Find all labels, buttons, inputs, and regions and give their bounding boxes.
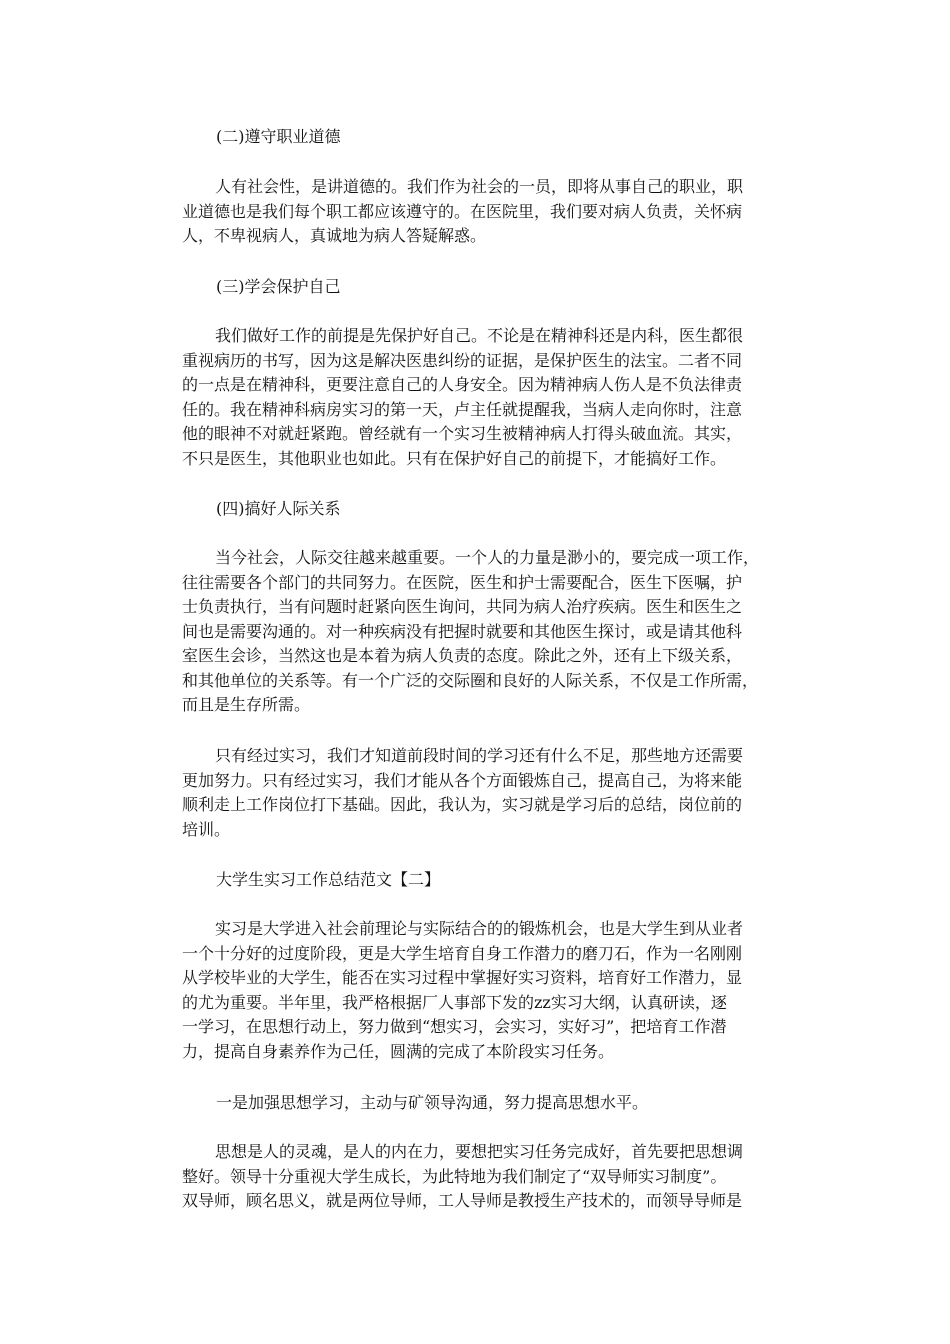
section-heading-ethics: (二)遵守职业道德 (216, 127, 341, 146)
section-heading-ideological-study: 一是加强思想学习，主动与矿领导沟通，努力提高思想水平。 (216, 1093, 649, 1112)
text-line: 人，不卑视病人，真诚地为病人答疑解惑。 (182, 226, 487, 245)
paragraph-internship-intro (182, 917, 776, 1064)
text-line: 双导师，顾名思义，就是两位导师，工人导师是教授生产技术的，而领导导师是 (182, 1191, 743, 1210)
paragraph-self-protection (182, 324, 776, 471)
paragraph-internship-value (182, 744, 776, 842)
text-line: 任的。我在精神科病房实习的第一天，卢主任就提醒我，当病人走向你时，注意 (182, 399, 743, 419)
paragraph-ideological-study (182, 1140, 776, 1214)
text-line: 思想是人的灵魂，是人的内在力，要想把实习任务完成好，首先要把思想调 (215, 1142, 744, 1161)
text-line: 的尤为重要。半年里，我严格根据厂人事部下发的zz实习大纲，认真研读，逐 (182, 992, 727, 1012)
text-line: 室医生会诊，当然这也是本着为病人负责的态度。除此之外，还有上下级关系， (182, 646, 743, 665)
text-line: 的一点是在精神科，更要注意自己的人身安全。因为精神病人伤人是不负法律责 (182, 375, 743, 394)
text-line: 士负责执行，当有问题时赶紧向医生询问，共同为病人治疗疾病。医生和医生之 (182, 597, 743, 616)
text-line: 而且是生存所需。 (182, 695, 311, 714)
text-line: 一个十分好的过度阶段，更是大学生培育自身工作潜力的磨刀石，作为一名刚刚 (182, 943, 743, 963)
text-line: 业道德也是我们每个职工都应该遵守的。在医院里，我们要对病人负责，关怀病 (182, 201, 743, 221)
text-line: 重视病历的书写，因为这是解决医患纠纷的证据，是保护医生的法宝。二者不同 (182, 350, 743, 370)
section-heading-sample-two: 大学生实习工作总结范文【二】 (216, 870, 441, 889)
paragraph-ethics (182, 175, 776, 249)
text-line: 更加努力。只有经过实习，我们才能从各个方面锻炼自己，提高自己，为将来能 (182, 770, 743, 790)
text-line: 从学校毕业的大学生，能否在实习过程中掌握好实习资料，培育好工作潜力，显 (182, 968, 743, 987)
text-line: 往往需要各个部门的共同努力。在医院，医生和护士需要配合，医生下医嘱，护 (182, 572, 743, 592)
text-line: 只有经过实习，我们才知道前段时间的学习还有什么不足，那些地方还需要 (215, 746, 744, 765)
text-line: 实习是大学进入社会前理论与实际结合的的锻炼机会，也是大学生到从业者 (215, 919, 744, 938)
section-heading-relationships: (四)搞好人际关系 (216, 499, 341, 518)
text-line: 人有社会性，是讲道德的。我们作为社会的一员，即将从事自己的职业，职 (215, 177, 744, 196)
text-line: 和其他单位的关系等。有一个广泛的交际圈和良好的人际关系，不仅是工作所需， (182, 670, 759, 690)
text-line: 顺利走上工作岗位打下基础。因此，我认为，实习就是学习后的总结，岗位前的 (182, 795, 743, 814)
text-line: 整好。领导十分重视大学生成长，为此特地为我们制定了“双导师实习制度”。 (182, 1166, 727, 1186)
text-line: 培训。 (182, 819, 231, 839)
text-line: 一学习，在思想行动上，努力做到“想实习，会实习，实好习”，把培育工作潜 (182, 1017, 727, 1036)
text-line: 不只是医生，其他职业也如此。只有在保护好自己的前提下，才能搞好工作。 (182, 448, 727, 468)
text-line: 他的眼神不对就赶紧跑。曾经就有一个实习生被精神病人打得头破血流。其实， (182, 424, 743, 443)
paragraph-relationships (182, 546, 776, 718)
text-line: 当今社会，人际交往越来越重要。一个人的力量是渺小的，要完成一项工作， (215, 548, 760, 567)
text-line: 我们做好工作的前提是先保护好自己。不论是在精神科还是内科，医生都很 (215, 326, 744, 345)
section-heading-self-protection: (三)学会保护自己 (216, 277, 341, 296)
text-line: 力，提高自身素养作为己任，圆满的完成了本阶段实习任务。 (182, 1041, 615, 1061)
text-line: 间也是需要沟通的。对一种疾病没有把握时就要和其他医生探讨，或是请其他科 (182, 621, 743, 641)
